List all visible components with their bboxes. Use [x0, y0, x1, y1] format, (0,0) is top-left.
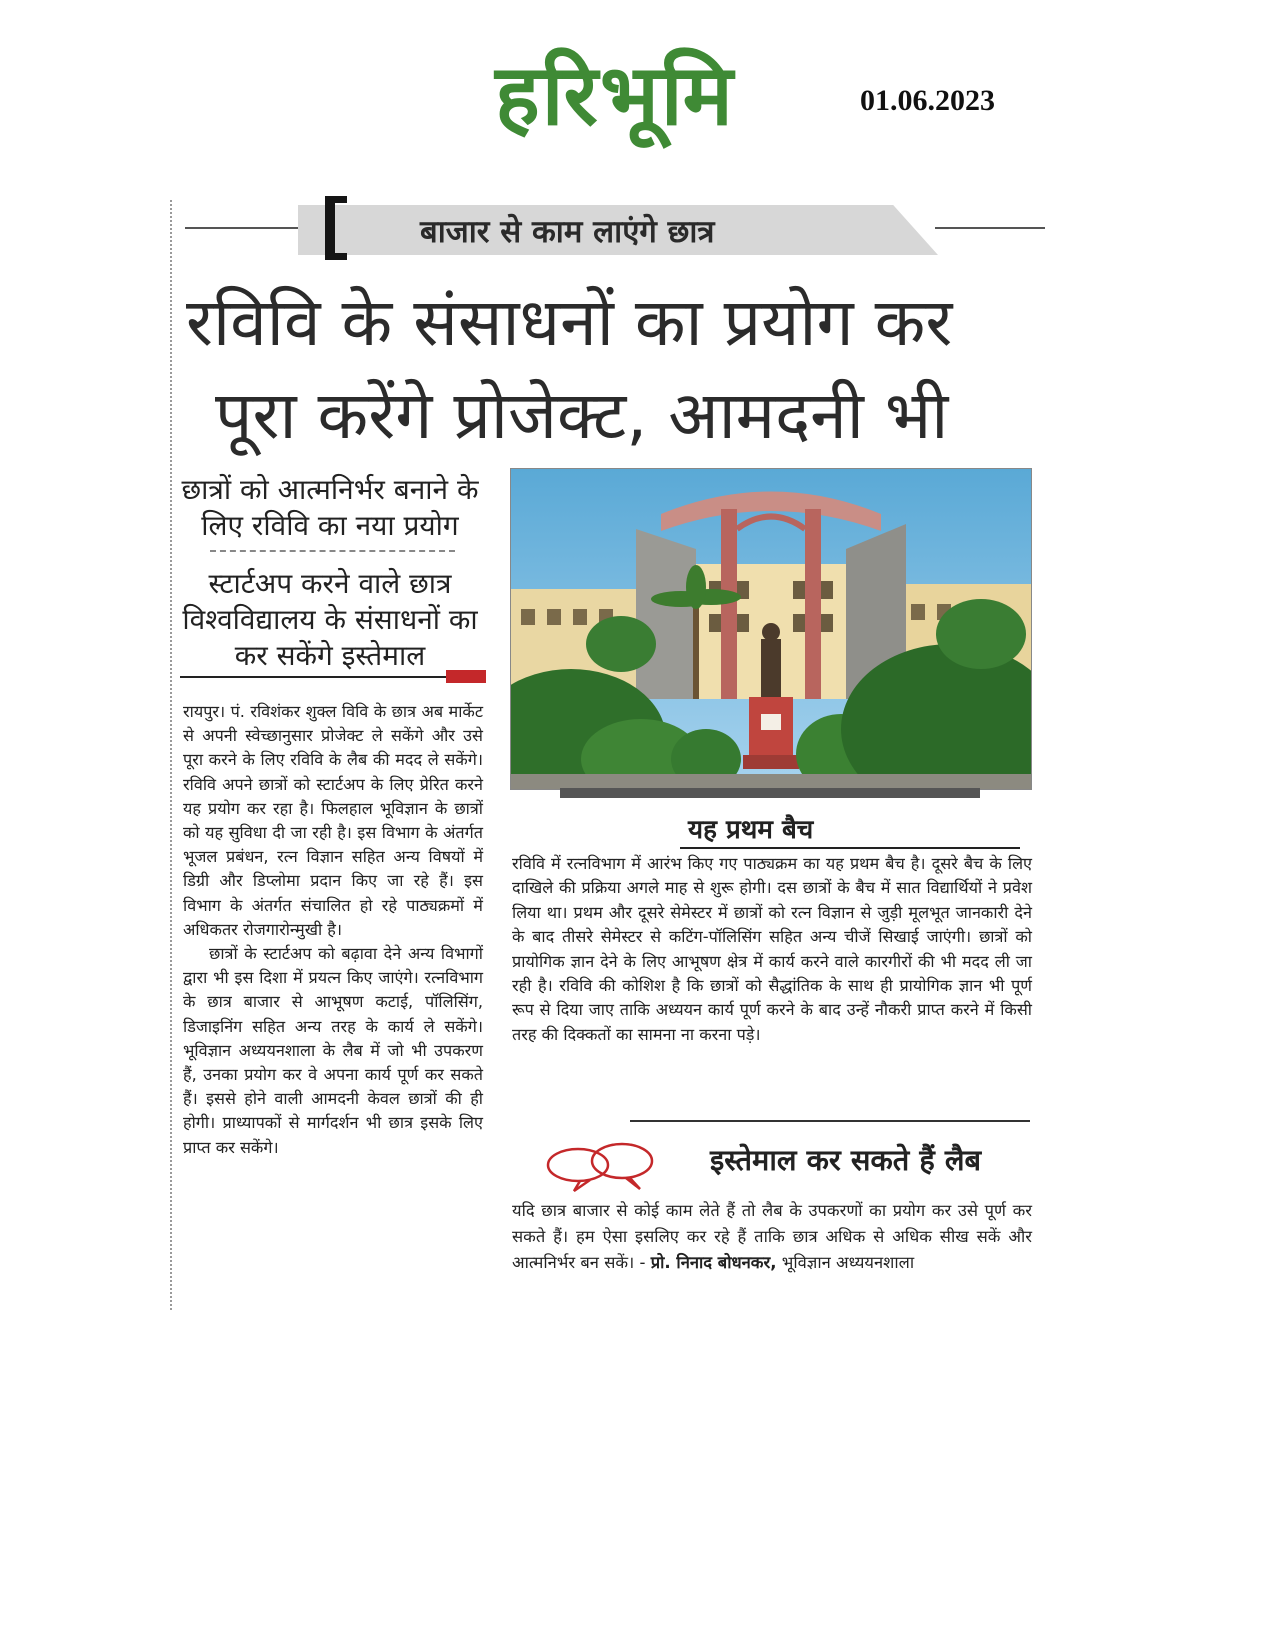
- quote-affiliation: भूविज्ञान अध्ययनशाला: [781, 1253, 915, 1272]
- sidebar-title: यह प्रथम बैच: [688, 815, 814, 845]
- kicker-rule-right: [935, 227, 1045, 229]
- subheading-2: स्टार्टअप करने वाले छात्र विश्वविद्यालय के संसाधनों का कर सकेंगे इस्तेमाल: [182, 567, 478, 672]
- article-paragraph-2: छात्रों के स्टार्टअप को बढ़ावा देने अन्य विभागों द्वारा भी इस दिशा में प्रयत्न किए जाएंगे। रत्नविभाग के छात्र बाजार से आभूषण कटाई, पॉलिसिंग, डिजाइनिंग सहित अन्य तरह के कार्य ले सकेंगे। भूविज्ञान अध्ययनशाला के लैब में जो भी उपकरण हैं, उनका प्रयोग कर वे अपना कार्य पूर्ण कर सकते हैं। इससे होने वाली आमदनी केवल छात्रों की ही होगी। प्राध्यापकों से मार्गदर्शन भी छात्र इसके लिए प्राप्त कर सकेंगे।: [183, 944, 483, 1157]
- publication-date: 01.06.2023: [860, 84, 995, 117]
- quote-title: इस्तेमाल कर सकते हैं लैब: [710, 1143, 982, 1177]
- kicker-rule-left: [185, 227, 300, 229]
- headline-line-2: पूरा करेंगे प्रोजेक्ट, आमदनी भी: [215, 377, 949, 454]
- newspaper-masthead: हरिभूमि: [495, 46, 735, 144]
- speech-bubble-icon: [540, 1135, 660, 1195]
- quote-body: यदि छात्र बाजार से कोई काम लेते हैं तो लैब के उपकरणों का प्रयोग कर उसे पूर्ण कर सकते हैं। हम ऐसा इसलिए कर रहे हैं ताकि छात्र अधिक से अधिक सीख सकें और आत्मनिर्भर बन सकें। -: [512, 1201, 1032, 1272]
- kicker-bracket-icon: [325, 196, 347, 260]
- headline-line-1: रविवि के संसाधनों का प्रयोग कर: [186, 284, 953, 361]
- subheading-1: छात्रों को आत्मनिर्भर बनाने के लिए रविवि का नया प्रयोग: [181, 473, 479, 542]
- quote-author: प्रो. निनाद बोधनकर,: [650, 1253, 777, 1272]
- subheading-rule: [180, 676, 480, 678]
- quote-text: [512, 1198, 1032, 1276]
- sidebar-title-rule: [680, 847, 1020, 849]
- column-divider: [170, 200, 172, 1310]
- article-body: [183, 700, 483, 1160]
- quote-rule: [630, 1120, 1030, 1122]
- university-building-photo: [510, 468, 1032, 790]
- photo-caption-bar: [560, 788, 980, 798]
- article-paragraph-1: रायपुर। पं. रविशंकर शुक्ल विवि के छात्र अब मार्केट से अपनी स्वेच्छानुसार प्रोजेक्ट ले सकेंगे और उसे पूरा करने के लिए रविवि के लैब की मदद ले सकेंगे। रविवि अपने छात्रों को स्टार्टअप के लिए प्रेरित करने यह प्रयोग कर रहा है। फिलहाल भूविज्ञान के छात्रों को यह सुविधा दी जा रही है। इस विभाग के अंतर्गत भूजल प्रबंधन, रत्न विज्ञान सहित अन्य विषयों में डिग्री और डिप्लोमा प्रदान किए जा रहे हैं। इस विभाग के अंतर्गत संचालित हो रहे पाठ्यक्रमों में अधिकतर रोजगारोन्मुखी है।: [183, 702, 483, 939]
- kicker-text: बाजार से काम लाएंगे छात्र: [420, 214, 715, 250]
- subheading-separator: [210, 550, 455, 552]
- sidebar-text: रविवि में रत्नविभाग में आरंभ किए गए पाठ्यक्रम का यह प्रथम बैच है। दूसरे बैच के लिए दाखिले की प्रक्रिया अगले माह से शुरू होगी। दस छात्रों के बैच में सात विद्यार्थियों ने प्रवेश लिया था। प्रथम और दूसरे सेमेस्टर में छात्रों को रत्न विज्ञान से जुड़ी मूलभूत जानकारी देने के बाद तीसरे सेमेस्टर से कटिंग-पॉलिसिंग सहित अन्य चीजें सिखाई जाएंगी। छात्रों को प्रायोगिक ज्ञान देने के लिए आभूषण क्षेत्र में कार्य करने वाले कारगीरों की भी मदद ली जा रही है। रविवि की कोशिश है कि छात्रों को सैद्धांतिक के साथ ही प्रायोगिक ज्ञान भी पूर्ण रूप से दिया जाए ताकि अध्ययन कार्य पूर्ण करने के बाद उन्हें नौकरी प्राप्त करने में किसी तरह की दिक्कतों का सामना ना करना पड़े।: [512, 854, 1032, 1044]
- accent-red-bar: [446, 670, 486, 683]
